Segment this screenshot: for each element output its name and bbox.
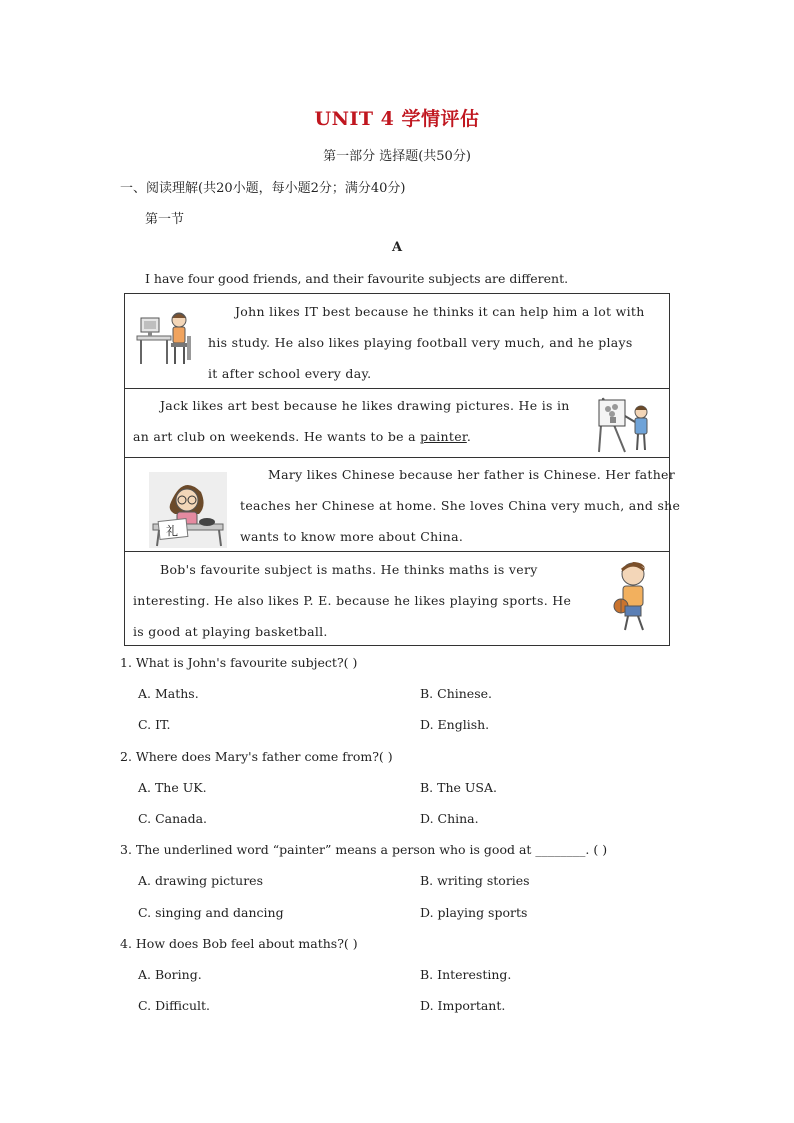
mary-line-2: teaches her Chinese at home. She loves China very much, and she <box>240 498 681 513</box>
question-1-option-d[interactable]: D. English. <box>420 717 490 732</box>
boy-painting-easel-illustration <box>595 394 655 454</box>
question-1-option-c[interactable]: C. IT. <box>138 717 171 732</box>
mary-line-3: wants to know more about China. <box>240 529 464 544</box>
bob-line-1: Bob's favourite subject is maths. He thinks maths is very <box>160 562 538 577</box>
passage-box-bob <box>124 551 670 646</box>
part-subtitle: 第一部分 选择题(共50分) <box>323 149 471 164</box>
section-heading: 一、阅读理解(共20小题，每小题2分；满分40分) <box>120 181 406 196</box>
question-4-option-c[interactable]: C. Difficult. <box>138 998 211 1013</box>
bob-line-3: is good at playing basketball. <box>133 624 328 639</box>
question-4-option-d[interactable]: D. Important. <box>420 998 506 1013</box>
question-2-option-a[interactable]: A. The UK. <box>138 780 207 795</box>
john-line-3: it after school every day. <box>208 366 372 381</box>
bob-line-2: interesting. He also likes P. E. because he likes playing sports. He <box>133 593 572 608</box>
question-3-option-b[interactable]: B. writing stories <box>420 873 530 888</box>
question-2-stem: 2. Where does Mary's father come from?( ) <box>120 749 393 764</box>
question-3-option-d[interactable]: D. playing sports <box>420 905 528 920</box>
jack-line-2-end: . <box>466 429 472 444</box>
page-title: UNIT 4 学情评估 <box>314 108 480 130</box>
boy-with-basketball-illustration <box>609 558 657 634</box>
question-2-option-c[interactable]: C. Canada. <box>138 811 208 826</box>
question-3-stem: 3. The underlined word “painter” means a person who is good at ________. ( ) <box>120 842 608 857</box>
jack-line-2 <box>133 429 471 444</box>
question-1-option-b[interactable]: B. Chinese. <box>420 686 492 701</box>
question-1-option-a[interactable]: A. Maths. <box>138 686 199 701</box>
jack-line-1: Jack likes art best because he likes drawing pictures. He is in <box>160 398 570 413</box>
question-4-option-a[interactable]: A. Boring. <box>138 967 202 982</box>
question-3-option-a[interactable]: A. drawing pictures <box>138 873 263 888</box>
question-1-stem: 1. What is John's favourite subject?( ) <box>120 655 358 670</box>
passage-box-jack <box>124 388 670 458</box>
girl-writing-calligraphy-illustration <box>149 472 227 548</box>
question-4-stem: 4. How does Bob feel about maths?( ) <box>120 936 358 951</box>
jack-line-2-text: an art club on weekends. He wants to be a <box>133 429 421 444</box>
boy-at-computer-illustration <box>135 306 197 368</box>
john-line-1: John likes IT best because he thinks it can help him a lot with <box>235 304 645 319</box>
passage-label: A <box>391 240 403 255</box>
mary-line-1: Mary likes Chinese because her father is Chinese. Her father <box>268 467 676 482</box>
paper-character: 礼 <box>166 524 179 538</box>
question-4-option-b[interactable]: B. Interesting. <box>420 967 512 982</box>
passage-intro: I have four good friends, and their favourite subjects are different. <box>145 271 569 286</box>
passage-box-mary <box>124 457 681 552</box>
painter-underlined-word: painter <box>420 429 467 444</box>
passage-box-john <box>124 293 670 389</box>
part-heading: 第一节 <box>145 212 185 227</box>
question-3-option-c[interactable]: C. singing and dancing <box>138 905 284 920</box>
john-line-2: his study. He also likes playing football very much, and he plays <box>208 335 633 350</box>
question-2-option-b[interactable]: B. The USA. <box>420 780 497 795</box>
question-2-option-d[interactable]: D. China. <box>420 811 479 826</box>
